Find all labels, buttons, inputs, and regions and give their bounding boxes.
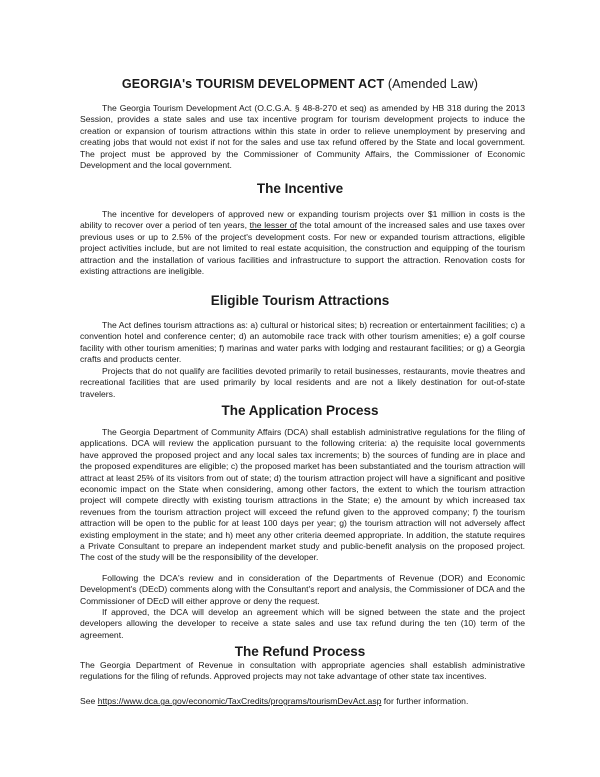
application-paragraph-3: If approved, the DCA will develop an agreement which will be signed between the state and the project developers allowing the developer to receive a state sales and use tax refund during the ten (10) term of the agreement. (80, 607, 525, 640)
incentive-heading: The Incentive (256, 181, 344, 196)
application-paragraph-1: The Georgia Department of Community Affairs (DCA) shall establish administrative regulations for the filing of applications. DCA will review the application pursuant to the following criteria: a) the requisite local governments have approved the proposed project and any local sales tax increments; b) the sources of funding are in place and the proposed expenditures are eligible; c) the proposed market has been substantiated and the tourism attraction will attract at least 25% of its visitors from out of state; d) the tourism attraction project will have a significant and positive economic impact on the State when considering, among other factors, the extent to which the tourism attraction project will compete directly with existing tourism attractions in the State; e) the amount by which increased tax revenues from the tourism attraction project will exceed the refund given to the approved company; f) the tourism attraction will be open to the public for at least 100 days per year; g) the tourism attraction will not adversely affect existing employment in the state; and h) meet any other criteria deemed appropriate. In addition, the statute requires a Private Consultant to prepare an independent market study and public-benefit analysis on the proposed project. The cost of the study will be the responsibility of the developer. (80, 427, 525, 563)
eligible-paragraph-1: The Act defines tourism attractions as: a) cultural or historical sites; b) recreation or entertainment facilities; c) a convention hotel and conference center; d) an automobile race track with other tourism amenities; e) a golf course facility with other tourism amenities; f) marinas and water parks with lodging and restaurant facilities; or g) a Georgia crafts and products center. (80, 320, 525, 365)
document-title (0, 77, 600, 91)
footer-text-before: See (80, 696, 98, 706)
application-paragraph-2: Following the DCA's review and in consideration of the Departments of Revenue (DOR) and Economic Development's (DEcD) comments along with the Consultant's report and analysis, the Commissioner of DCA and the Commissioner of DEcD will either approve or deny the request. (80, 573, 525, 606)
footer-text-after: for further information. (381, 696, 469, 706)
title-main: GEORGIA's TOURISM DEVELOPMENT ACT (121, 77, 385, 91)
incentive-underlined-text: the lesser of (249, 220, 297, 231)
eligible-paragraph-2: Projects that do not qualify are facilities devoted primarily to retail businesses, restaurants, movie theatres and recreational facilities that are used primarily by local residents and are not a likely destination for out-of-state travelers. (80, 366, 525, 399)
eligible-heading: Eligible Tourism Attractions (210, 293, 390, 308)
intro-paragraph: The Georgia Tourism Development Act (O.C.G.A. § 48-8-270 et seq) as amended by HB 318 during the 2013 Session, provides a state sales and use tax incentive program for tourism development projects to induce the creation or expansion of tourism attractions within this state in order to relieve unemployment by preserving and creating jobs that would not exist if not for the sales and use tax refund offered by the State and local government. The project must be approved by the Commissioner of Community Affairs, the Commissioner of Economic Development and the local government. (80, 103, 525, 171)
title-suffix: (Amended Law) (387, 77, 479, 91)
refund-paragraph: The Georgia Department of Revenue in consultation with appropriate agencies shall establish administrative regulations for the filing of refunds. Approved projects may not take advantage of other state tax incentives. (80, 660, 525, 682)
incentive-text-before: The incentive for developers of approved new or expanding tourism projects over $1 million in costs is the ability to recover over a period of ten years, (80, 209, 525, 231)
incentive-paragraph (80, 209, 525, 277)
footer-line (80, 696, 525, 707)
dca-link[interactable]: https://www.dca.ga.gov/economic/TaxCredits/programs/tourismDevAct.asp (97, 696, 382, 706)
application-heading: The Application Process (221, 403, 379, 418)
incentive-text-after: the total amount of the increased sales and use taxes over previous uses or up to 2.5% of the project's development costs. For new or expanded tourism attractions, eligible project activities include, but are not limited to real estate acquisition, the construction and equipping of the tourism attraction and the installation of various facilities and infrastructure to support the attraction. Renovation costs for existing attractions are ineligible. (80, 220, 525, 277)
refund-heading: The Refund Process (234, 644, 366, 659)
